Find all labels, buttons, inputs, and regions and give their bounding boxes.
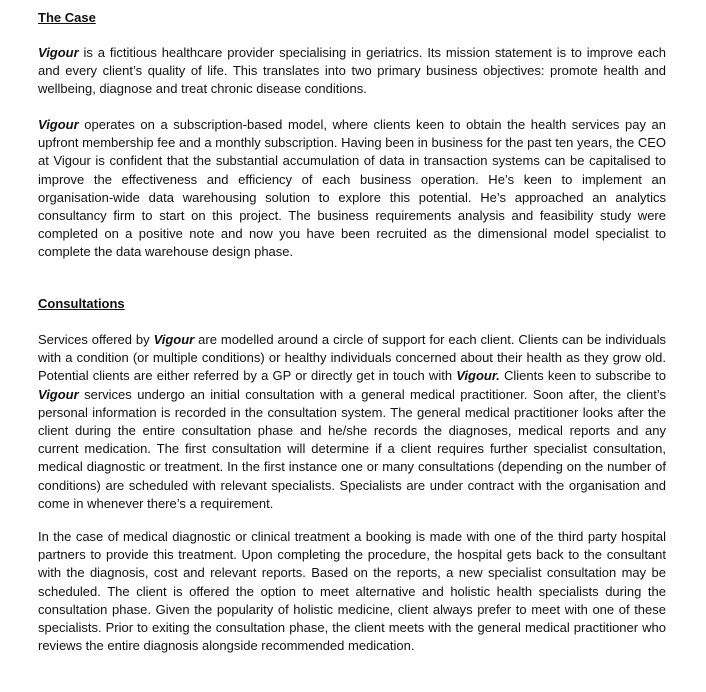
heading-consultations: Consultations [38,296,125,311]
paragraph-services [38,331,666,513]
brand-name: Vigour. [456,368,500,384]
heading-the-case: The Case [38,10,96,25]
paragraph-treatment: In the case of medical diagnostic or clinical treatment a booking is made with one of the third party hospital partners to provide this treatment. Upon completing the procedure, the hospital gets back to the consultant with the diagnosis, cost and relevant reports. Based on the reports, a new specialist consultation may be scheduled. The client is offered the option to meet alternative and holistic health specialists during the consultation phase. Given the popularity of holistic medicine, client always prefer to meet with one of these specialists. Prior to exiting the consultation phase, the client meets with the general medical practitioner who reviews the entire diagnosis alongside recommended medication. [38,529,666,654]
brand-name: Vigour [38,45,79,60]
paragraph-text: is a fictitious healthcare provider specialising in geriatrics. Its mission statement is to improve each and every client’s quality of life. This translates into two primary business objectives: promote health and wellbeing, diagnose and treat chronic disease conditions. [38,45,666,97]
paragraph-text: operates on a subscription-based model, where clients keen to obtain the health services pay an upfront membership fee and a monthly subscription. Having been in business for the past ten years, the CEO at Vigour is confident that the substantial accumulation of data in transaction systems can be capitalised to improve the effectiveness and efficiency of each business operation. He’s keen to implement an organisation-wide data warehousing solution to explore this potential. He’s approached an analytics consultancy firm to start on this project. The business requirements analysis and feasibility study were completed on a positive note and now you have been recruited as the dimensional model specialist to complete the data warehouse design phase. [38,117,666,260]
paragraph-business-model [38,116,666,262]
brand-name: Vigour [153,332,195,347]
brand-name: Vigour [38,117,79,132]
paragraph-text: are modelled around a circle of support for each client. Clients can be individuals with a condition (or multiple conditions) or healthy individuals concerned about their health as they grow old. Potential clients are either referred by a GP or directly get in touch with [38,332,666,384]
paragraph-text: services undergo an initial consultation with a general medical practitioner. Soon after, the client’s personal information is recorded in the consultation system. The general medical practitioner looks after the client during the entire consultation phase and he/she records the diagnoses, medical reports and any current medication. The first consultation will determine if a client requires further specialist consultation, medical diagnostic or treatment. In the first instance one or many consultations (depending on the number of conditions) are scheduled with relevant specialists. Specialists are under contract with the organisation and come in whenever there’s a requirement. [38,386,666,511]
paragraph-intro [38,44,666,99]
paragraph-text: Clients keen to subscribe to [499,368,666,384]
paragraph-text: Services offered by [38,332,154,347]
brand-name: Vigour [38,386,79,402]
